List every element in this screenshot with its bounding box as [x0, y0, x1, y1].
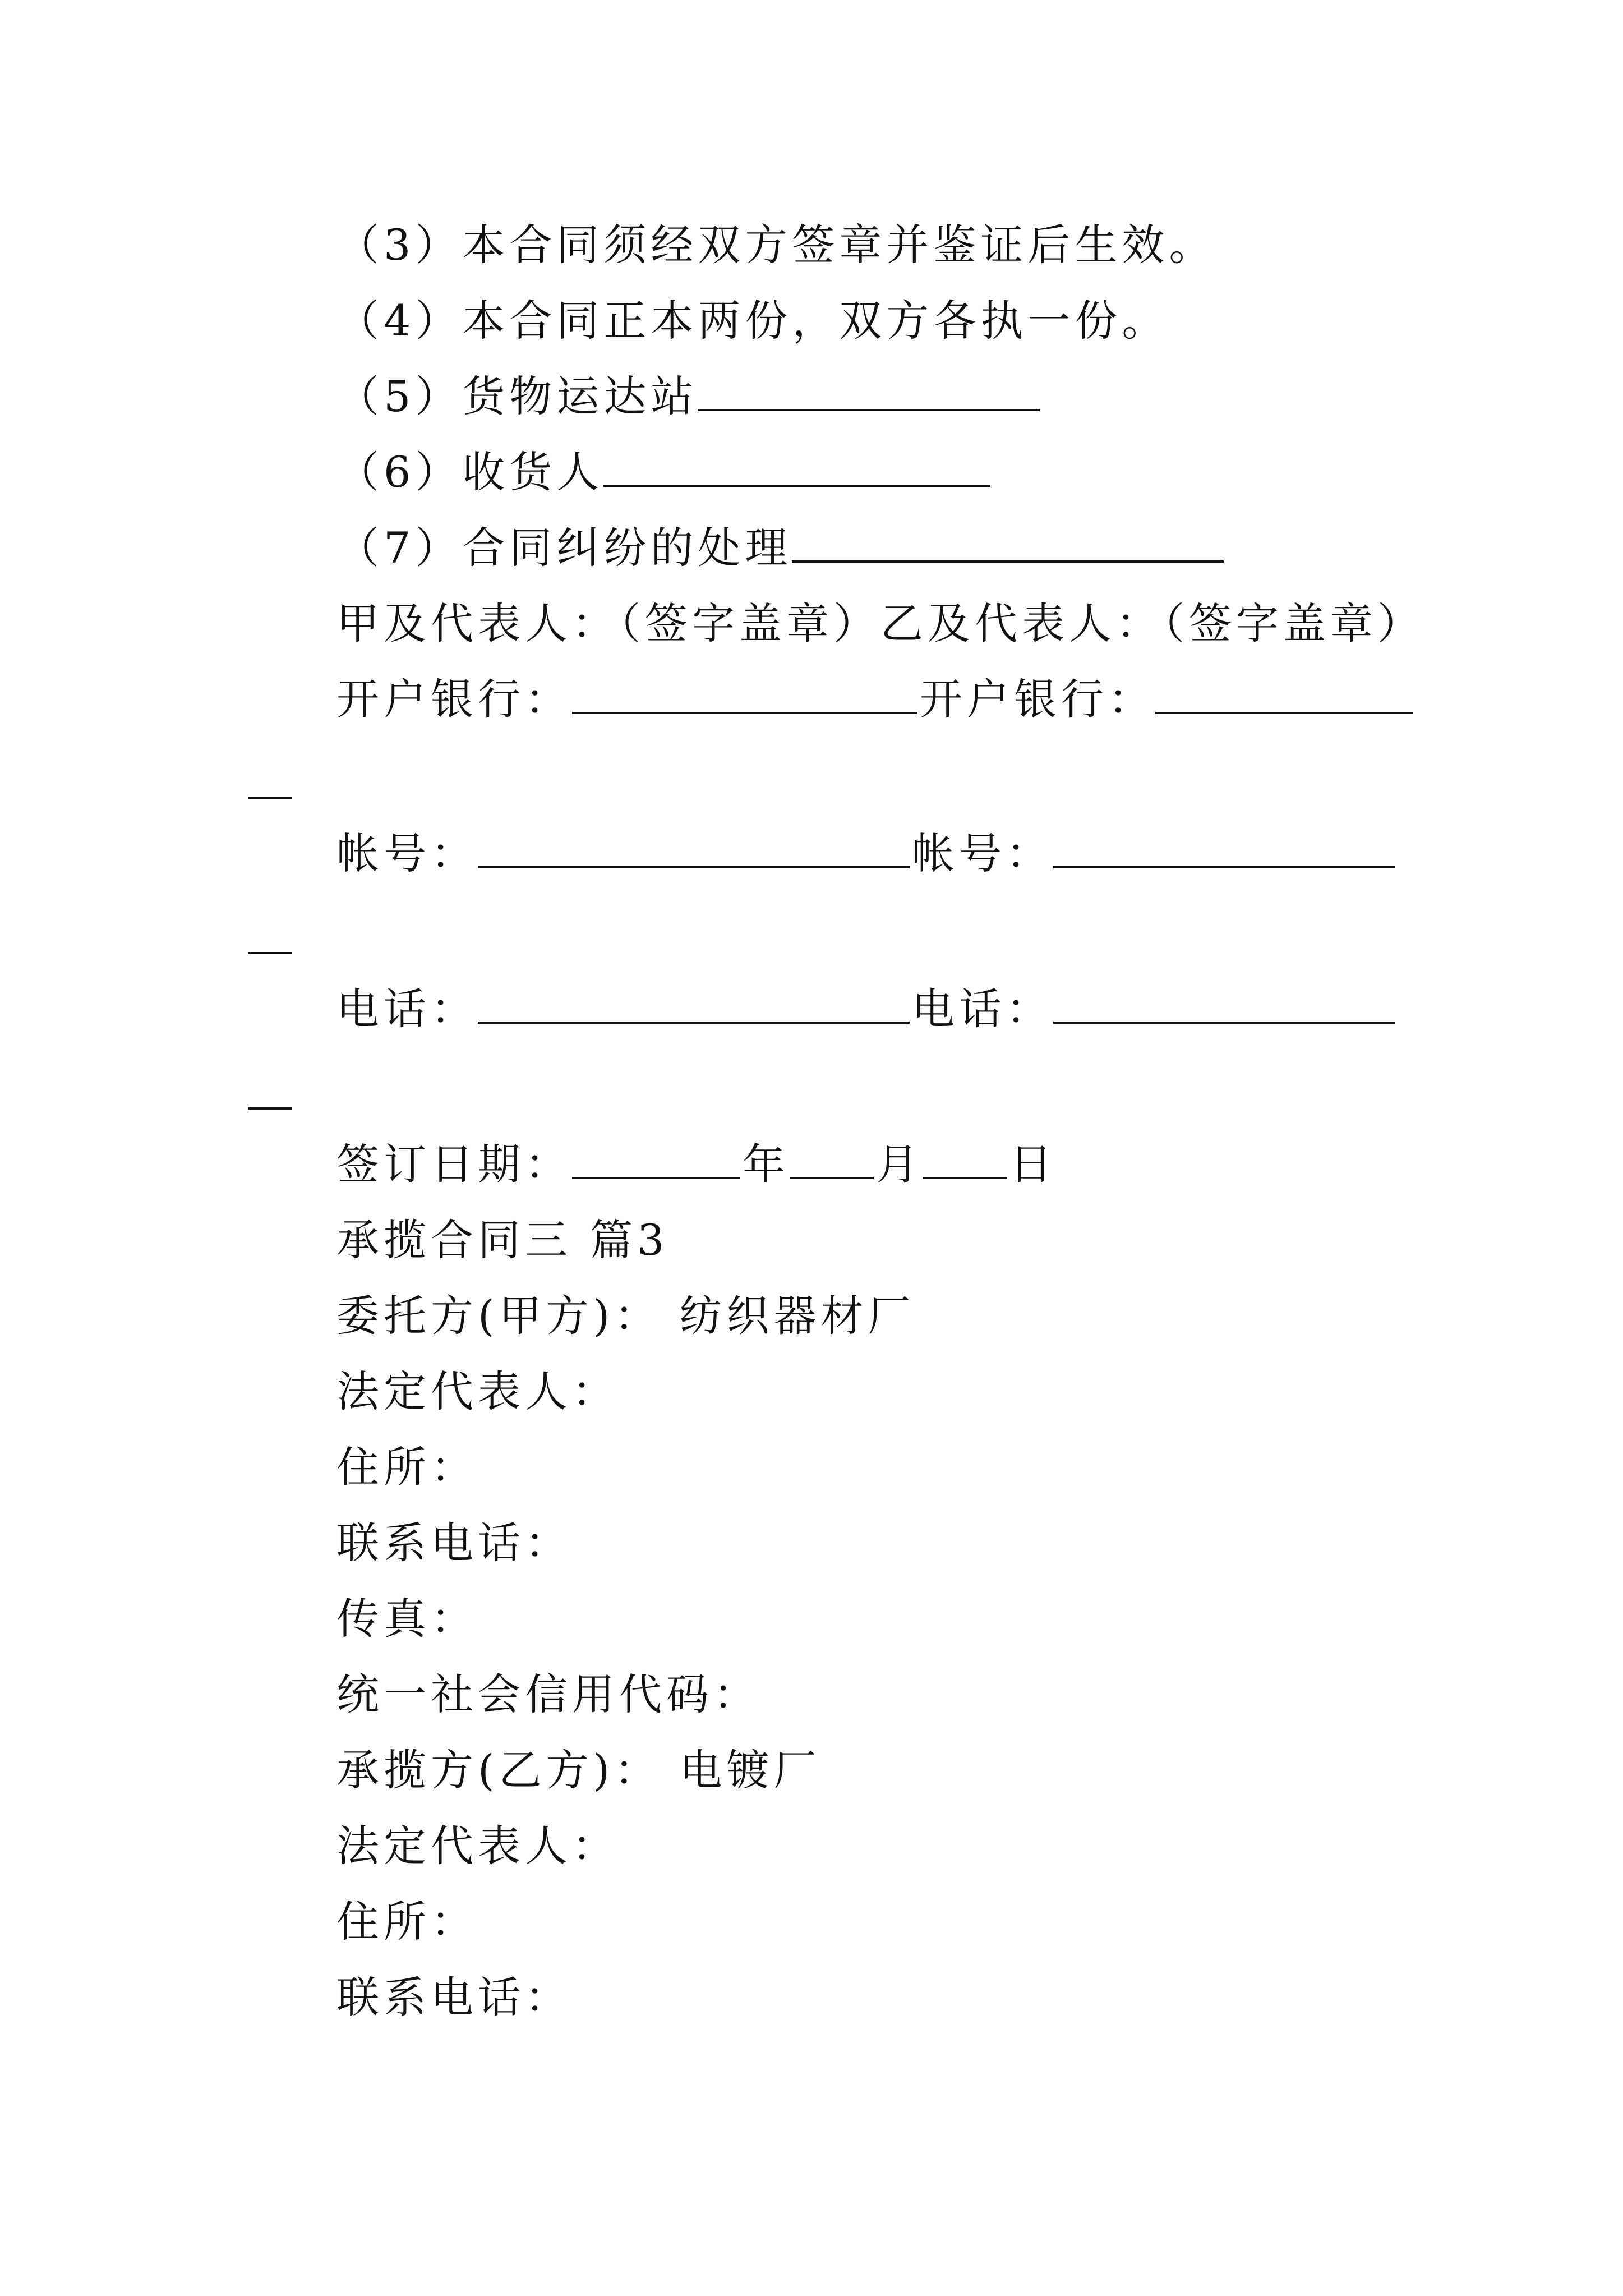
account-line-overflow-dash	[248, 952, 292, 954]
party-b-address-line	[336, 1891, 478, 1953]
month-label: 月	[876, 1139, 923, 1189]
clause-4	[336, 290, 1169, 352]
party-b-name-text: 承揽方(乙方)： 电镀厂	[336, 1745, 821, 1795]
sign-date-label: 签订日期：	[336, 1139, 572, 1189]
clause-6-text: （6）收货人	[336, 447, 604, 497]
phone-line	[336, 978, 1398, 1040]
party-a-credit-code-text: 统一社会信用代码：	[336, 1669, 760, 1719]
party-b-account-label: 帐号：	[912, 829, 1053, 878]
party-a-phone-label: 电话：	[336, 984, 478, 1034]
account-line	[336, 823, 1398, 885]
clause-7	[336, 517, 1226, 579]
party-a-address-line	[336, 1437, 478, 1498]
phone-line-overflow-dash	[248, 1107, 292, 1110]
sign-date-line	[336, 1134, 1057, 1195]
bank-line-overflow-dash	[248, 797, 292, 799]
party-b-legal-rep-text: 法定代表人：	[336, 1821, 619, 1871]
clause-4-text: （4）本合同正本两份，双方各执一份。	[336, 296, 1169, 346]
party-a-contact-phone-line	[336, 1512, 572, 1574]
section-heading-text: 承揽合同三 篇3	[336, 1215, 669, 1265]
party-b-phone-blank[interactable]	[1053, 979, 1395, 1024]
party-a-bank-label: 开户银行：	[336, 674, 572, 724]
day-label: 日	[1009, 1139, 1057, 1189]
party-b-bank-blank[interactable]	[1155, 669, 1413, 714]
party-b-account-blank[interactable]	[1053, 823, 1395, 868]
signatories-line	[336, 593, 1424, 655]
party-a-account-blank[interactable]	[478, 823, 910, 868]
party-a-fax-text: 传真：	[336, 1594, 478, 1644]
year-blank[interactable]	[572, 1134, 740, 1179]
clause-6	[336, 441, 993, 503]
party-a-account-label: 帐号：	[336, 829, 478, 878]
day-blank[interactable]	[923, 1134, 1007, 1179]
year-label: 年	[743, 1139, 790, 1189]
party-a-legal-rep-text: 法定代表人：	[336, 1366, 619, 1416]
party-a-address-text: 住所：	[336, 1442, 478, 1492]
party-a-fax-line	[336, 1588, 478, 1650]
bank-line	[336, 669, 1415, 730]
section-heading	[336, 1209, 669, 1271]
party-b-bank-label: 开户银行：	[920, 674, 1155, 724]
party-a-bank-blank[interactable]	[572, 669, 917, 714]
party-a-name-text: 委托方(甲方)： 纺织器材厂	[336, 1291, 915, 1341]
dispute-resolution-blank[interactable]	[792, 518, 1224, 563]
consignee-blank[interactable]	[603, 442, 990, 487]
clause-5	[336, 366, 1042, 427]
party-b-name-line	[336, 1740, 820, 1801]
clause-5-text: （5）货物运达站	[336, 371, 698, 421]
clause-3	[336, 214, 1216, 276]
party-b-contact-phone-line	[336, 1967, 572, 2028]
clause-3-text: （3）本合同须经双方签章并鉴证后生效。	[336, 220, 1216, 270]
party-b-phone-label: 电话：	[912, 984, 1053, 1034]
destination-station-blank[interactable]	[698, 366, 1040, 411]
party-b-legal-rep-line	[336, 1815, 619, 1877]
party-a-credit-code-line	[336, 1664, 760, 1726]
party-a-phone-blank[interactable]	[478, 979, 910, 1024]
party-a-legal-rep-line	[336, 1361, 619, 1423]
month-blank[interactable]	[790, 1134, 874, 1179]
signatories-text: 甲及代表人：（签字盖章）乙及代表人：（签字盖章）	[336, 599, 1424, 648]
party-a-name-line	[336, 1285, 915, 1347]
party-b-contact-phone-text: 联系电话：	[336, 1972, 572, 2022]
clause-7-text: （7）合同纠纷的处理	[336, 523, 792, 573]
party-b-address-text: 住所：	[336, 1897, 478, 1947]
party-a-contact-phone-text: 联系电话：	[336, 1518, 572, 1568]
